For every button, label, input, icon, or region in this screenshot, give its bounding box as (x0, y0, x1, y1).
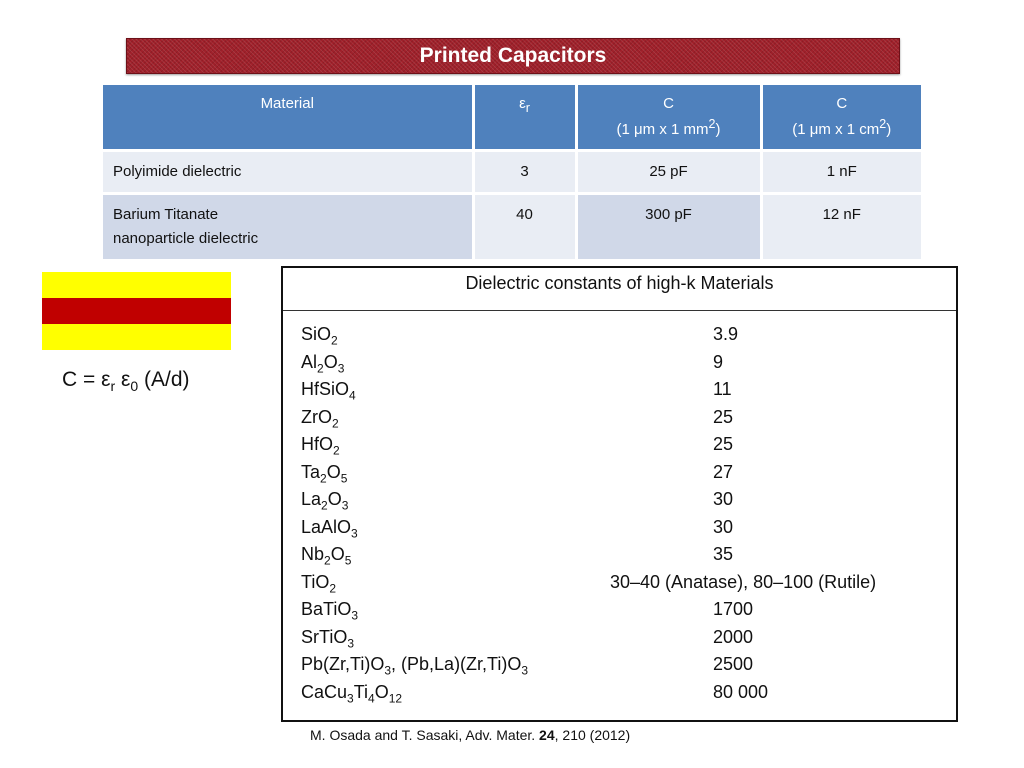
material-formula: $CaCu_3Ti_4O_{12}$ (301, 681, 403, 706)
material-formula: ZrO$_2$ (301, 406, 339, 431)
material-formula: HfO$_2$ (301, 434, 340, 458)
high-k-materials-box (281, 266, 958, 722)
capacitor-layer-diagram (42, 272, 231, 350)
list-item: HfO$_2$ 25 (301, 434, 734, 458)
dielectric-stripe (42, 298, 231, 324)
high-k-list (301, 324, 941, 709)
cell-material: Barium Titanate nanoparticle dielectric (103, 194, 473, 261)
material-formula: BaTiO$_3$ (301, 599, 359, 623)
material-formula: $La_2O_3$ (301, 489, 349, 513)
cell-capacitance-cm2: 1 nF (761, 151, 921, 194)
material-formula: $Al_2O_3$ (301, 351, 345, 376)
table-header-row (103, 85, 921, 151)
list-item: SiO$_2$ 3.9 (301, 324, 739, 348)
list-item: BaTiO$_3$ 1700 (301, 599, 754, 623)
list-item: HfSiO$_4$ 11 (301, 379, 732, 403)
list-item: $Pb(Zr,Ti)O_3$, $(Pb,La)(Zr,Ti)O_3$ 2500 (301, 654, 754, 678)
citation: M. Osada and T. Sasaki, Adv. Mater. 24, 210 (2012) (310, 727, 631, 743)
cell-capacitance-mm2: 300 pF (576, 194, 761, 261)
material-formula: $Nb_2O_5$ (301, 544, 352, 568)
cell-capacitance-mm2: 25 pF (576, 151, 761, 194)
table-row (103, 194, 921, 261)
list-item: $Nb_2O_5$ 35 (301, 544, 734, 568)
cell-capacitance-cm2: 12 nF (761, 194, 921, 261)
material-formula: SiO$_2$ (301, 324, 338, 348)
header-capacitance-mm2: C (1 μm x 1 $mm^2$) (576, 85, 761, 151)
capacitance-formula: $C = \varepsilon_r$ $\varepsilon_0$ (A/d) (62, 368, 190, 395)
list-item: TiO$_2$ 30–40 (Anatase), 80–100 (Rutile) (301, 571, 877, 596)
capacitor-table (103, 85, 921, 262)
list-item: $Al_2O_3$ 9 (301, 351, 724, 376)
header-epsilon: $\varepsilon_r$ (473, 85, 576, 151)
header-material: Material (103, 85, 473, 151)
material-formula: HfSiO$_4$ (301, 379, 356, 403)
list-item: $CaCu_3Ti_4O_{12}$ 80 000 (301, 681, 769, 706)
header-capacitance-cm2: C (1 μm x 1 $cm^2$) (761, 85, 921, 151)
cell-epsilon: 3 (473, 151, 576, 194)
list-item: ZrO$_2$ 25 (301, 406, 734, 431)
material-formula: $Ta_2O_5$ (301, 461, 348, 486)
bottom-electrode-stripe (42, 324, 231, 350)
material-formula: LaAlO$_3$ (301, 516, 358, 541)
list-item: $Ta_2O_5$ 27 (301, 461, 734, 486)
slide-title: Printed Capacitors (419, 44, 607, 67)
material-formula: TiO$_2$ (301, 571, 337, 596)
high-k-title: Dielectric constants of high-k Materials (283, 268, 956, 311)
table-row (103, 151, 921, 194)
top-electrode-stripe (42, 272, 231, 298)
material-formula: $Pb(Zr,Ti)O_3$, $(Pb,La)(Zr,Ti)O_3$ (301, 654, 529, 678)
cell-epsilon: 40 (473, 194, 576, 261)
list-item: SrTiO$_3$ 2000 (301, 626, 754, 651)
list-item: LaAlO$_3$ 30 (301, 516, 734, 541)
list-item: $La_2O_3$ 30 (301, 489, 734, 513)
cell-material: Polyimide dielectric (103, 151, 473, 194)
slide-title-bar (126, 38, 900, 74)
material-formula: SrTiO$_3$ (301, 626, 355, 651)
